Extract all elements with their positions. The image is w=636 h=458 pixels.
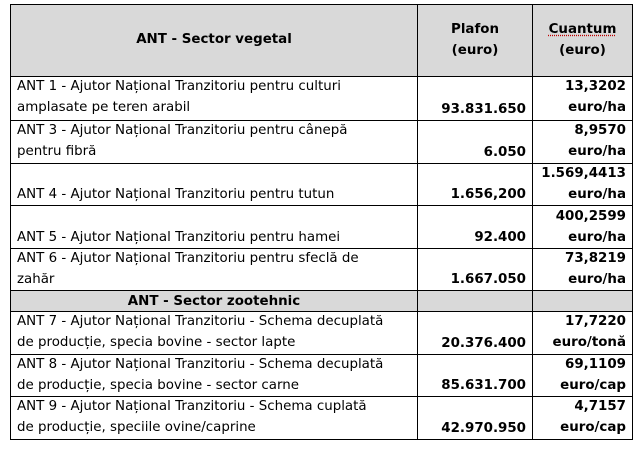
header-plafon <box>418 5 533 77</box>
row-cuantum <box>533 164 633 206</box>
row-plafon: 1.656,200 <box>418 164 533 206</box>
row-plafon: 85.631.700 <box>418 355 533 397</box>
subsidy-table <box>10 4 633 440</box>
row-line: ANT 4 - Ajutor Național Tranzitoriu pentru tutun <box>17 186 335 202</box>
row-description <box>11 77 418 121</box>
row-line: pentru fibră <box>17 143 97 159</box>
row-cuantum-value: 73,8219 <box>565 251 626 266</box>
row-line: ANT 1 - Ajutor Național Tranzitoriu pentru culturi <box>17 79 341 94</box>
section-row <box>11 291 633 312</box>
row-description <box>11 206 418 249</box>
header-sector: ANT - Sector vegetal <box>11 5 418 77</box>
table-row <box>11 164 633 206</box>
table-row <box>11 355 633 397</box>
row-cuantum-unit: euro/ha <box>568 143 626 159</box>
row-plafon: 92.400 <box>418 206 533 249</box>
header-cuantum <box>533 5 633 77</box>
row-description <box>11 249 418 291</box>
row-line: de producție, speciile ovine/caprine <box>17 419 256 435</box>
row-cuantum-unit: euro/cap <box>560 377 626 393</box>
row-cuantum-value: 17,7220 <box>565 314 626 329</box>
section-zootehnic-label: ANT - Sector zootehnic <box>11 291 418 312</box>
row-cuantum-unit: euro/ha <box>568 229 626 245</box>
section-empty-cell <box>533 291 633 312</box>
row-description <box>11 312 418 355</box>
row-cuantum-value: 69,1109 <box>565 357 626 372</box>
row-cuantum <box>533 355 633 397</box>
row-cuantum <box>533 397 633 440</box>
row-cuantum-value: 400,2599 <box>555 209 626 224</box>
row-cuantum-unit: euro/tonă <box>552 334 626 350</box>
table-row <box>11 121 633 164</box>
row-description <box>11 164 418 206</box>
row-cuantum-value: 4,7157 <box>574 399 626 414</box>
table-row <box>11 77 633 121</box>
row-description <box>11 397 418 440</box>
row-description <box>11 355 418 397</box>
row-cuantum-value: 8,9570 <box>574 123 626 138</box>
row-cuantum-value: 13,3202 <box>565 79 626 94</box>
row-cuantum-unit: euro/ha <box>568 186 626 202</box>
row-line: ANT 6 - Ajutor Național Tranzitoriu pentru sfeclă de <box>17 251 359 266</box>
header-cuantum-unit: (euro) <box>559 42 606 58</box>
row-plafon: 6.050 <box>418 121 533 164</box>
row-cuantum-unit: euro/cap <box>560 419 626 435</box>
row-cuantum <box>533 121 633 164</box>
row-line: ANT 5 - Ajutor Național Tranzitoriu pentru hamei <box>17 229 341 245</box>
table-row <box>11 312 633 355</box>
row-cuantum-unit: euro/ha <box>568 99 626 115</box>
row-line: ANT 7 - Ajutor Național Tranzitoriu - Schema decuplată <box>17 314 384 329</box>
header-row <box>11 5 633 77</box>
row-plafon: 42.970.950 <box>418 397 533 440</box>
row-line: de producție, specia bovine - sector carne <box>17 377 299 393</box>
table-row <box>11 249 633 291</box>
row-cuantum <box>533 77 633 121</box>
section-empty-cell <box>418 291 533 312</box>
row-cuantum <box>533 312 633 355</box>
row-cuantum <box>533 206 633 249</box>
row-plafon: 20.376.400 <box>418 312 533 355</box>
row-plafon: 93.831.650 <box>418 77 533 121</box>
row-line: amplasate pe teren arabil <box>17 99 191 115</box>
row-line: de producție, specia bovine - sector lapte <box>17 334 296 350</box>
row-line: ANT 9 - Ajutor Național Tranzitoriu - Schema cuplată <box>17 399 367 414</box>
header-plafon-unit: (euro) <box>451 42 499 58</box>
row-line: ANT 3 - Ajutor Național Tranzitoriu pentru cânepă <box>17 123 348 138</box>
header-plafon-title: Plafon <box>451 22 499 37</box>
row-cuantum <box>533 249 633 291</box>
row-cuantum-unit: euro/ha <box>568 271 626 287</box>
row-line: ANT 8 - Ajutor Național Tranzitoriu - Schema decuplată <box>17 357 384 372</box>
row-description <box>11 121 418 164</box>
table-row <box>11 206 633 249</box>
row-cuantum-value: 1.569,4413 <box>541 166 626 181</box>
table-row <box>11 397 633 440</box>
row-line: zahăr <box>17 271 55 287</box>
header-cuantum-title: Cuantum <box>548 22 617 37</box>
row-plafon: 1.667.050 <box>418 249 533 291</box>
